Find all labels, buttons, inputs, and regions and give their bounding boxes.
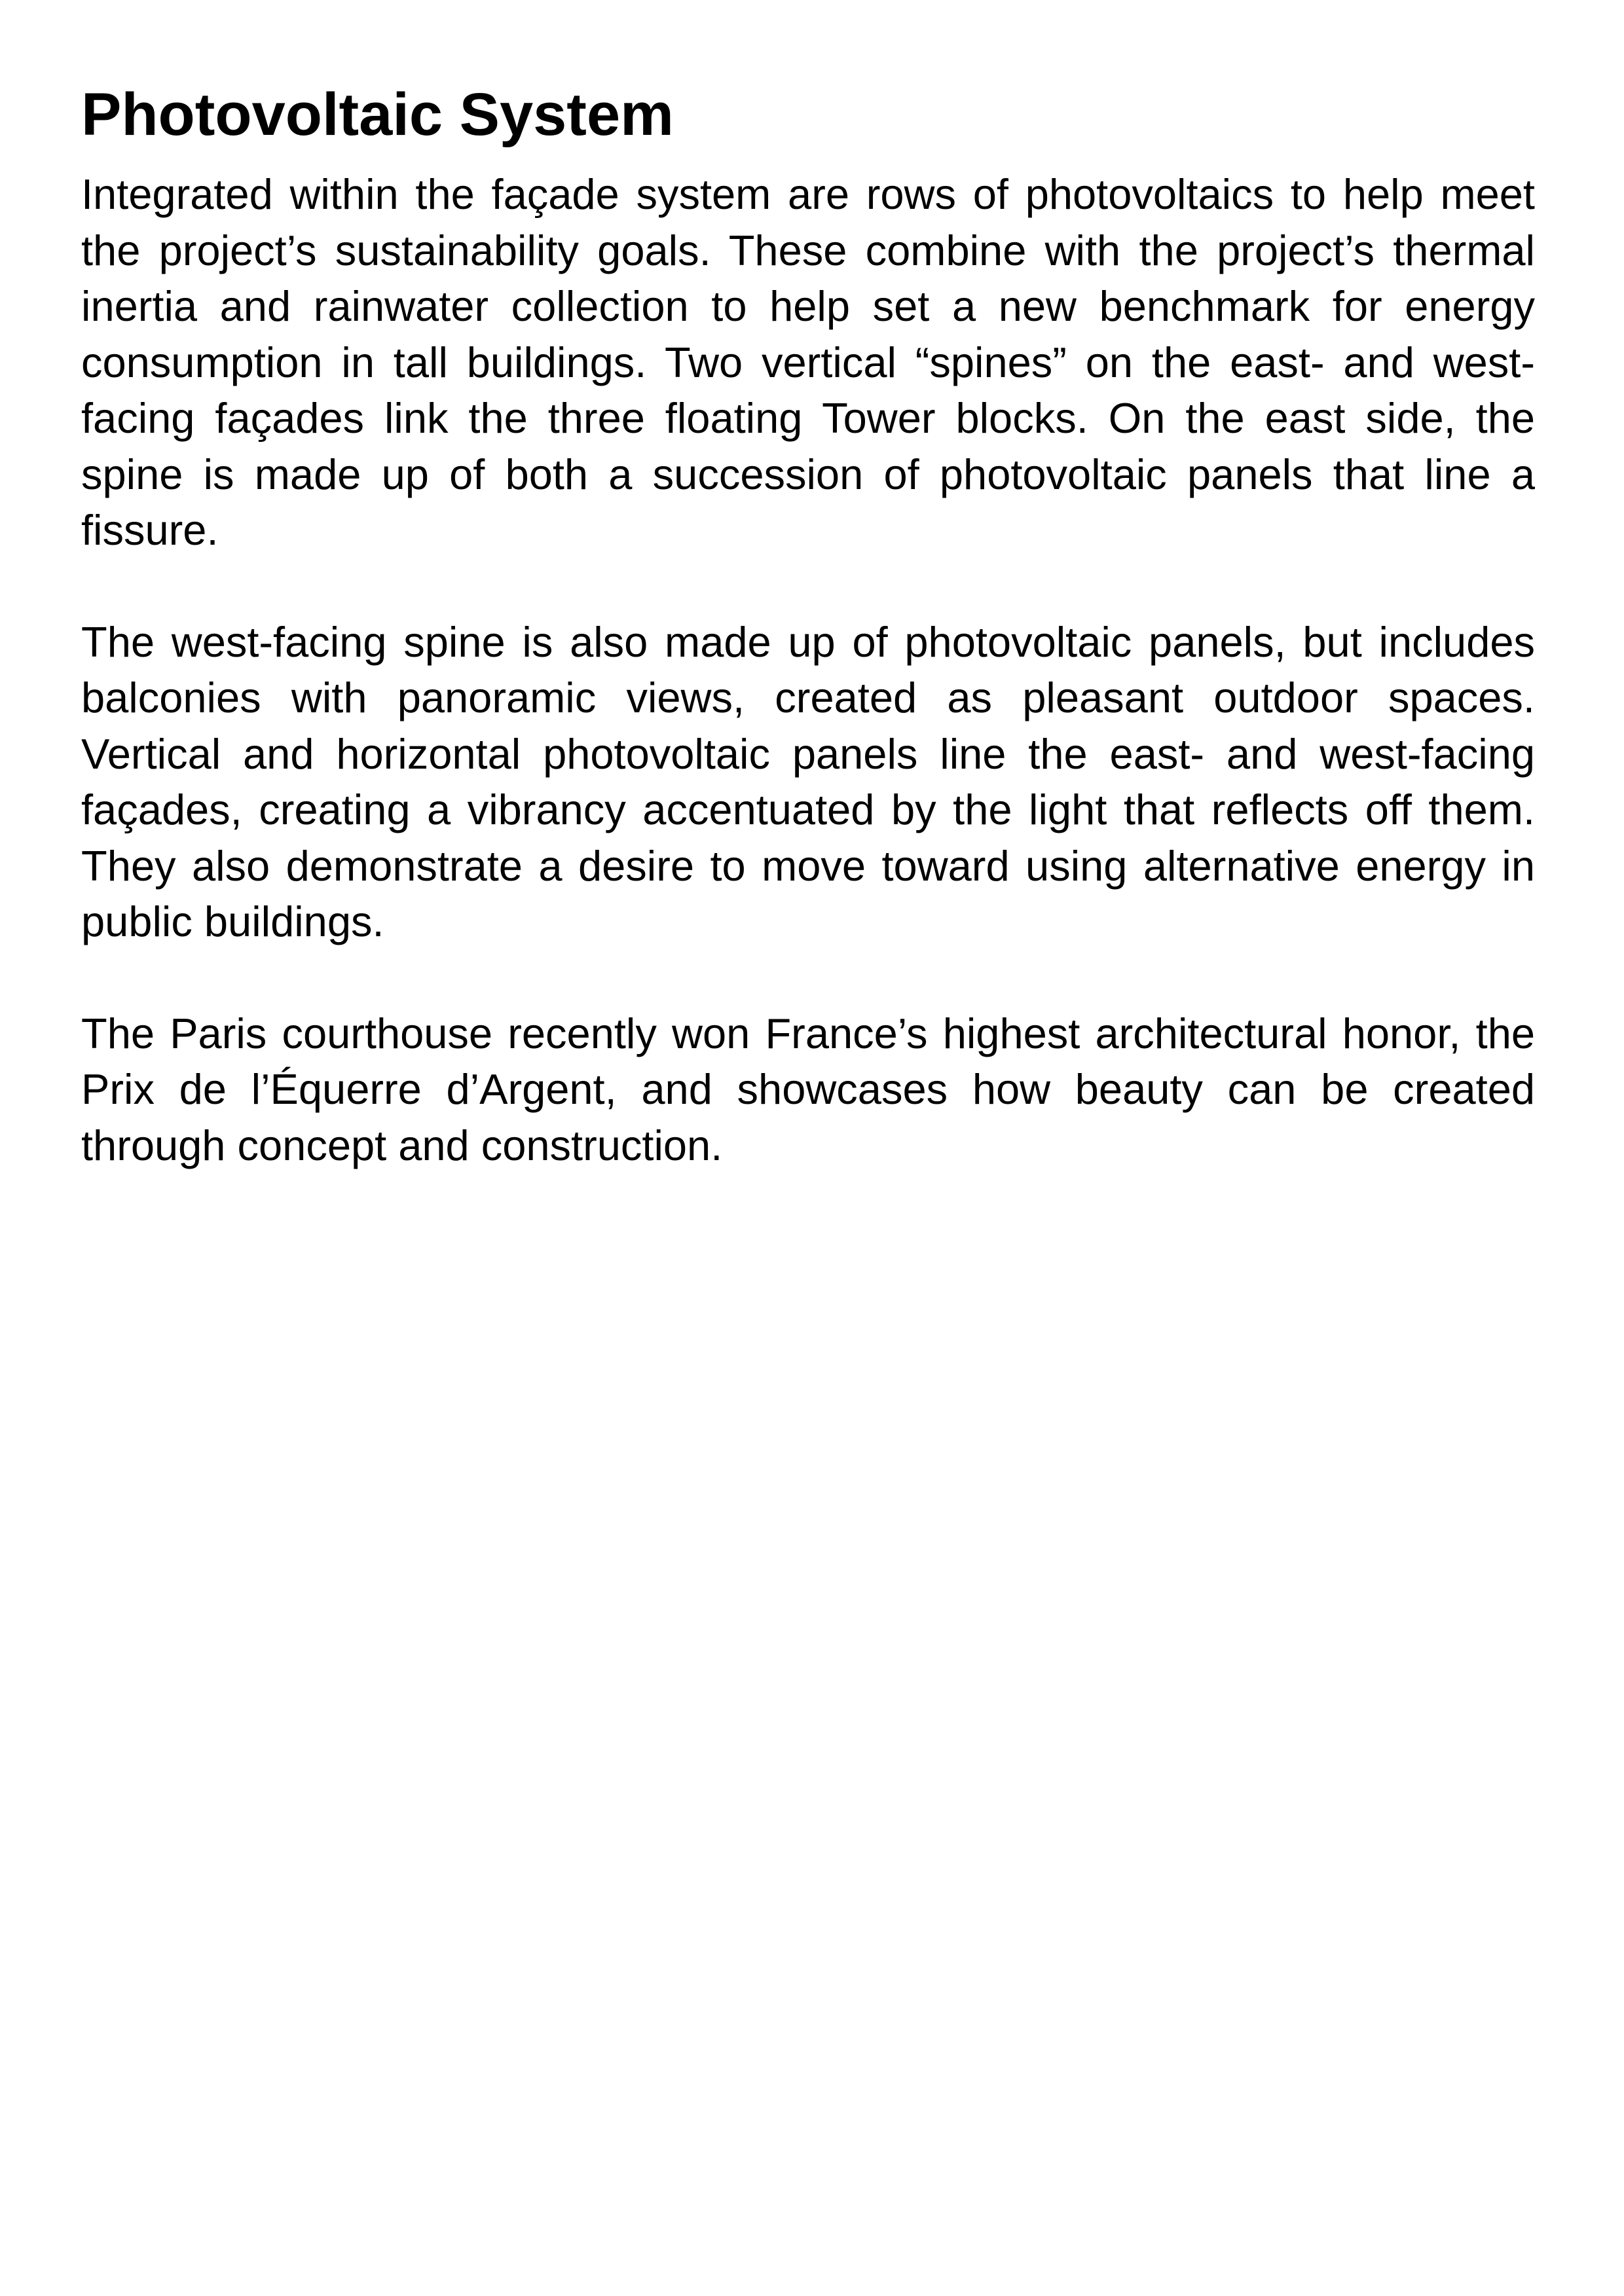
paragraph-3: The Paris courthouse recently won France’s highest architectural honor, the Prix de l’Équerre d’Argent, and showcases how beauty can be created through concept and construction. xyxy=(81,1009,1535,1169)
paragraph-1: Integrated within the façade system are rows of photovoltaics to help meet the project’s sustainability goals. These combine with the project’s thermal inertia and rainwater collection to help set a new benchmark for energy consumption in tall buildings. Two vertical “spines” on the east- and west-facing façades link the three floating Tower blocks. On the east side, the spine is made up of both a succession of photovoltaic panels that line a fissure. xyxy=(81,170,1535,554)
paragraph-2: The west-facing spine is also made up of photovoltaic panels, but includes balconies with panoramic views, created as pleasant outdoor spaces. Vertical and horizontal photovoltaic panels line the east- and west-facing façades, creating a vibrancy accentuated by the light that reflects off them. They also demonstrate a desire to move toward using alternative energy in public buildings. xyxy=(81,617,1535,945)
page-title: Photovoltaic System xyxy=(81,81,674,148)
document-body xyxy=(81,72,1535,1173)
